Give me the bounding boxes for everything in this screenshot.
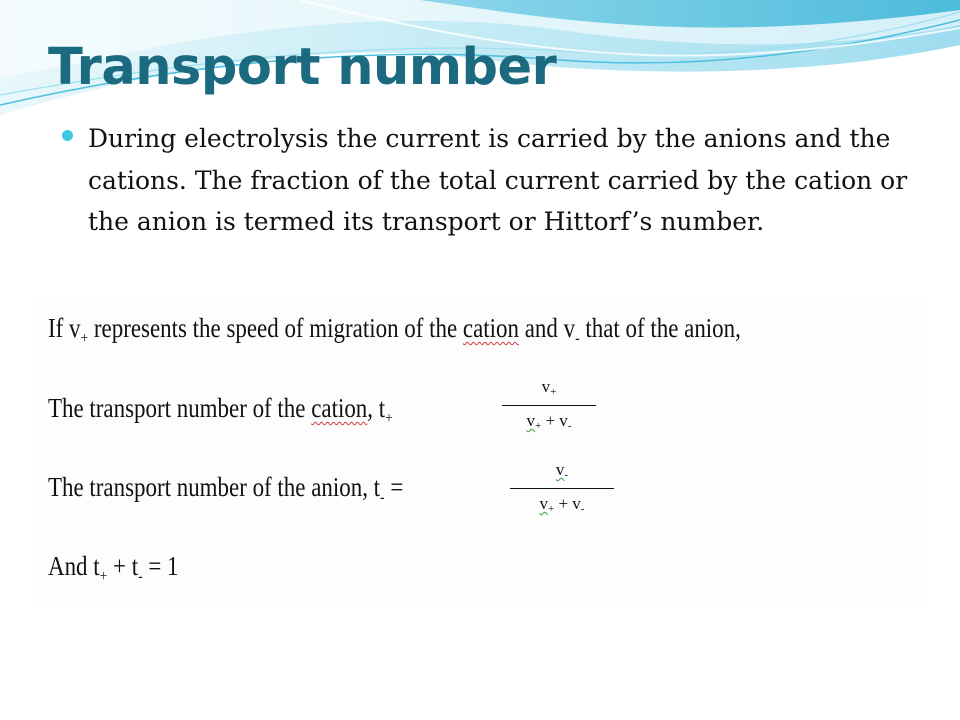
subscript-plus-2: + <box>385 410 393 427</box>
text-equals-one: = 1 <box>142 551 179 581</box>
subscript-minus: - <box>575 330 580 347</box>
text-cation: cation <box>462 313 519 343</box>
frac1-den-sub-b: - <box>567 420 572 432</box>
fraction-bar-2 <box>510 488 614 489</box>
frac2-num-sub: - <box>564 469 569 481</box>
formula-image <box>32 298 927 608</box>
text-that-of-anion: that of the anion, <box>579 313 741 343</box>
frac2-den-sub-a: + <box>548 503 555 515</box>
slide-title: Transport number <box>48 38 557 97</box>
text-represents: represents the speed of migration of the <box>88 313 463 343</box>
subscript-minus-3: - <box>138 568 143 585</box>
subscript-plus-3: + <box>99 568 108 585</box>
subscript-minus-2: - <box>380 489 385 506</box>
text-if-v: If v <box>48 313 81 343</box>
fraction-bar <box>502 405 596 406</box>
formula-line-anion-transport <box>48 472 403 507</box>
fraction-anion-denominator <box>510 495 614 518</box>
frac2-num-v: v <box>555 460 565 479</box>
fraction-cation <box>502 378 596 435</box>
frac1-num-sub: + <box>550 386 557 398</box>
frac2-den-v: v <box>539 494 548 513</box>
formula-line-cation-transport <box>48 393 393 428</box>
fraction-cation-numerator <box>502 378 596 401</box>
frac1-den-sub-a: + <box>535 420 542 432</box>
bullet-icon <box>62 130 73 141</box>
text-equals: = <box>384 472 404 502</box>
bullet-text: During electrolysis the current is carried by the anions and the cations. The fraction of the total current carried by the cation or the anion is termed its transport or Hittorf’s number. <box>88 124 908 236</box>
frac1-num-v: v <box>541 377 551 396</box>
formula-line-speed-definition <box>48 313 741 348</box>
text-anion-transport: The transport number of the anion, t <box>48 472 381 502</box>
subscript-plus: + <box>80 330 89 347</box>
text-transport-number-of-the: The transport number of the <box>48 393 312 423</box>
text-and-t: And t <box>48 551 100 581</box>
frac2-den-plus-v: + v <box>554 494 581 513</box>
frac1-den-v: v <box>526 411 535 430</box>
formula-line-sum <box>48 551 179 586</box>
frac2-den-sub-b: - <box>580 503 585 515</box>
text-and-v: and v <box>518 313 576 343</box>
fraction-anion <box>510 461 614 518</box>
text-cation-2: cation <box>311 393 368 423</box>
text-plus-t: + t <box>107 551 139 581</box>
frac1-den-plus-v: + v <box>541 411 568 430</box>
text-t: , t <box>367 393 386 423</box>
fraction-anion-numerator <box>510 461 614 484</box>
fraction-cation-denominator <box>502 412 596 435</box>
